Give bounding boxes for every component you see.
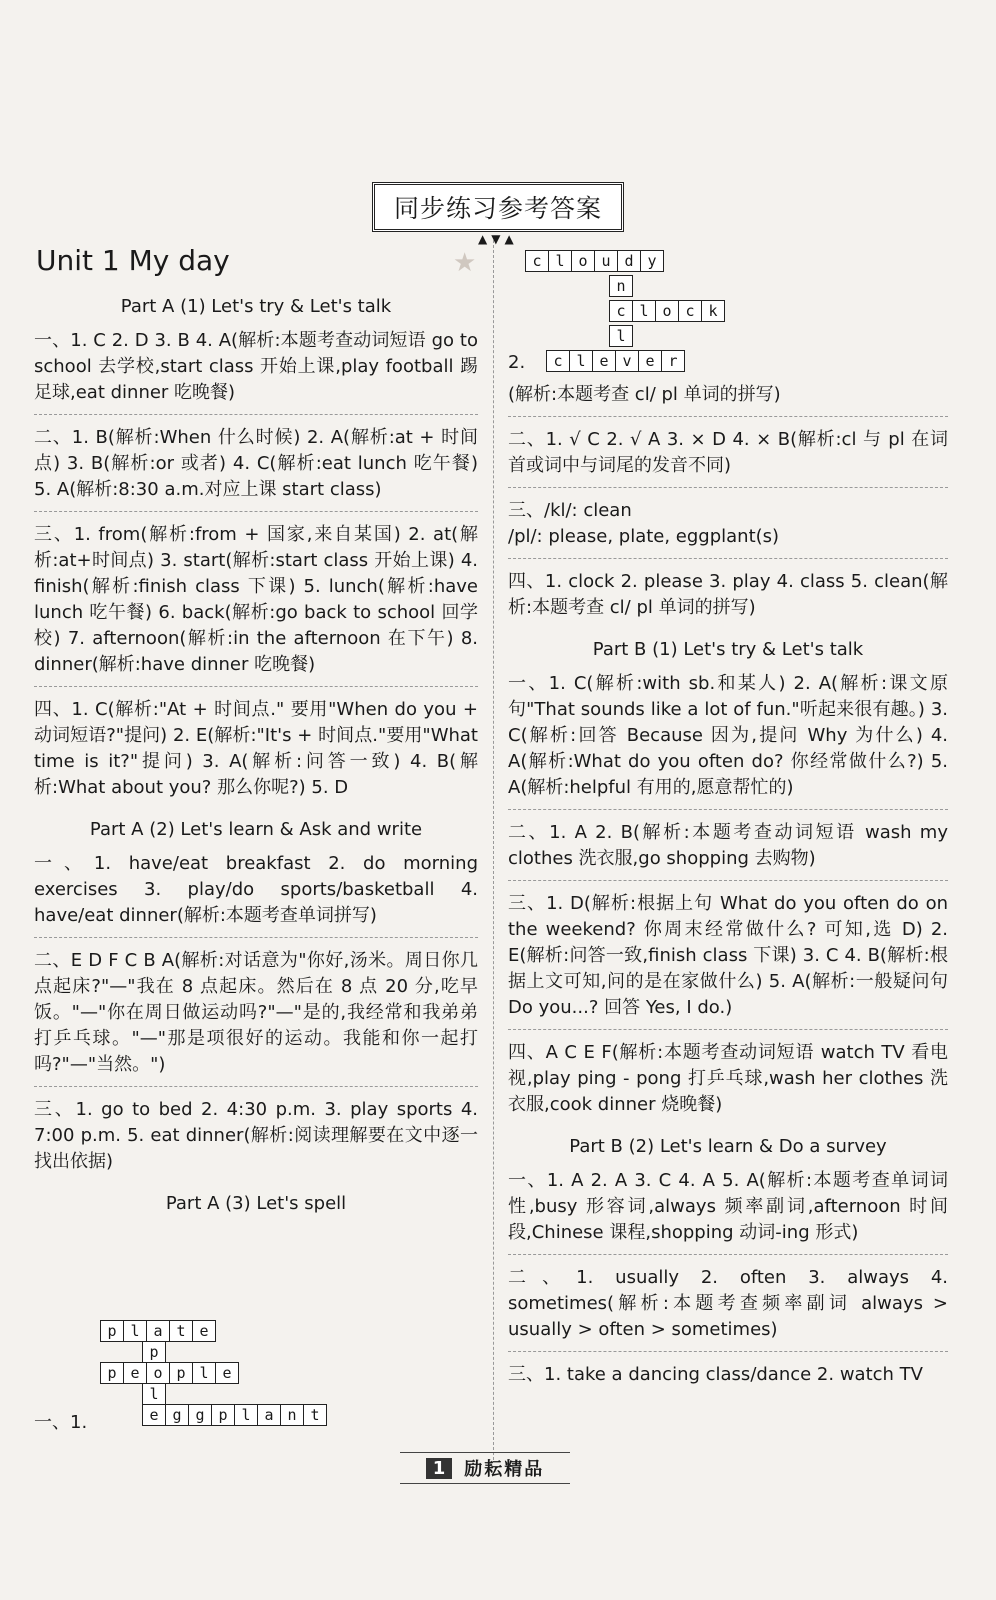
answer-d3-pl: /pl/: please, plate, eggplant(s): [508, 526, 780, 547]
page-footer: [400, 1452, 570, 1484]
answer-d4: 四、1. clock 2. please 3. play 4. class 5. clean(解析:本题考查 cl/ pl 单词的拼写): [508, 571, 948, 618]
answer-d3-kl: 三、/kl/: clean: [508, 500, 632, 521]
left-column: [34, 290, 478, 1223]
cw-row-people: p e o p l e: [101, 1362, 239, 1384]
answer-a1: 一、1. C 2. D 3. B 4. A(解析:本题考查动词短语 go to school 去学校,start class 开始上课,play football 踢足球,eat dinner 吃晚餐): [34, 326, 478, 415]
column-divider: [493, 240, 494, 1460]
right-column: [508, 380, 948, 1404]
answer-e3: 三、1. D(解析:根据上句 What do you often do on the weekend? 你周末经常做什么? 可知,选 D) 2. E(解析:问答一致,finish class 下课) 3. C 4. B(解析:根据上文可知,问的是在家做什么) 5. A(解析:一般疑问句 Do you...? 回答 Yes, I do.): [508, 889, 948, 1030]
answer-e4: 四、A C E F(解析:本题考查动词短语 watch TV 看电视,play ping - pong 打乒乓球,wash her clothes 洗衣服,cook dinner 烧晚餐): [508, 1042, 948, 1115]
answer-b2: 二、E D F C B A(解析:对话意为"你好,汤米。周日你几点起床?"—"我在 8 点起床。然后在 8 点 20 分,吃早饭。"—"你在周日做运动吗?"—"是的,我经常和我弟弟打乒乓球。"—"那是项很好的运动。我能和你一起打吗?"—"当然。"): [34, 946, 478, 1087]
answer-b1: 一、1. have/eat breakfast 2. do morning exercises 3. play/do sports/basketball 4. have/eat dinner(解析:本题考查单词拼写): [34, 849, 478, 938]
answer-a2: 二、1. B(解析:When 什么时候) 2. A(解析:at + 时间点) 3. B(解析:or 或者) 4. C(解析:eat lunch 吃午餐) 5. A(解析:8:30 a.m.对应上课 start class): [34, 423, 478, 512]
title-decoration: ▲▼▲: [478, 232, 518, 246]
cw-row-clock: c l o c k: [610, 300, 725, 322]
answer-e2: 二、1. A 2. B(解析:本题考查动词短语 wash my clothes 洗衣服,go shopping 去购物): [508, 818, 948, 881]
brand-logo: 励耘精品: [464, 1459, 545, 1480]
answer-d3: [508, 496, 948, 559]
crossword-label-1: 一、1.: [34, 1412, 88, 1433]
section-heading-part-a2: Part A (2) Let's learn & Ask and write: [89, 819, 423, 840]
section-heading-part-a3: Part A (3) Let's spell: [165, 1193, 347, 1214]
answer-b3: 三、1. go to bed 2. 4:30 p.m. 3. play sports 4. 7:00 p.m. 5. eat dinner(解析:阅读理解要在文中逐一找出依据): [34, 1099, 478, 1172]
section-heading-part-a1: Part A (1) Let's try & Let's talk: [120, 296, 392, 317]
cw-row-eggplant: e g g p l a n t: [143, 1404, 327, 1426]
answer-a4: 四、1. C(解析:"At + 时间点." 要用"When do you + 动词短语?"提问) 2. E(解析:"It's + 时间点."要用"What time is it?"提问) 3. A(解析:问答一致) 4. B(解析:What about you? 那么你呢?) 5. D: [34, 699, 478, 798]
cw-cell-p: p: [143, 1341, 166, 1363]
answer-d2: 二、1. √ C 2. √ A 3. × D 4. × B(解析:cl 与 pl 在词首或词中与词尾的发音不同): [508, 425, 948, 488]
answer-f1: 一、1. A 2. A 3. C 4. A 5. A(解析:本题考查单词词性,busy 形容词,always 频率副词,afternoon 时间段,Chinese 课程,shopping 动词-ing 形式): [508, 1166, 948, 1255]
answer-a3: 三、1. from(解析:from + 国家,来自某国) 2. at(解析:at+时间点) 3. start(解析:start class 开始上课) 4. finish(解析:finish class 下课) 5. lunch(解析:have lunch 吃午餐) 6. back(解析:go back to school 回学校) 7. afternoon(解析:in the afternoon 在下午) 8. dinner(解析:have dinner 吃晚餐): [34, 520, 478, 687]
answer-f2: 二、1. usually 2. often 3. always 4. sometimes(解析:本题考查频率副词 always > usually > often > sometimes): [508, 1263, 948, 1352]
page-title: 同步练习参考答案: [372, 182, 624, 232]
crossword-label-2: 2.: [508, 352, 526, 373]
page-number: 1: [426, 1458, 453, 1479]
unit-title: Unit 1 My day: [36, 244, 230, 277]
cw-cell-l: l: [143, 1383, 166, 1405]
cw-cell-l2: l: [610, 325, 633, 347]
section-heading-part-b1: Part B (1) Let's try & Let's talk: [592, 639, 864, 660]
cw-row-clever: c l e v e r: [547, 350, 685, 372]
answer-f3: 三、1. take a dancing class/dance 2. watch TV: [508, 1364, 923, 1385]
cw-cell-n: n: [610, 275, 633, 297]
star-icon: ★: [453, 248, 477, 278]
cw-row-cloudy: c l o u d y: [526, 250, 664, 272]
cw-row-plate: p l a t e: [101, 1320, 216, 1342]
answer-c2-note: (解析:本题考查 cl/ pl 单词的拼写): [508, 380, 948, 417]
answer-e1: 一、1. C(解析:with sb.和某人) 2. A(解析:课文原句"That sounds like a lot of fun."听起来很有趣。) 3. C(解析:回答 Because 因为,提问 Why 为什么) 4. A(解析:What do you often do? 你经常做什么?) 5. A(解析:helpful 有用的,愿意帮忙的): [508, 669, 948, 810]
section-heading-part-b2: Part B (2) Let's learn & Do a survey: [569, 1136, 887, 1157]
